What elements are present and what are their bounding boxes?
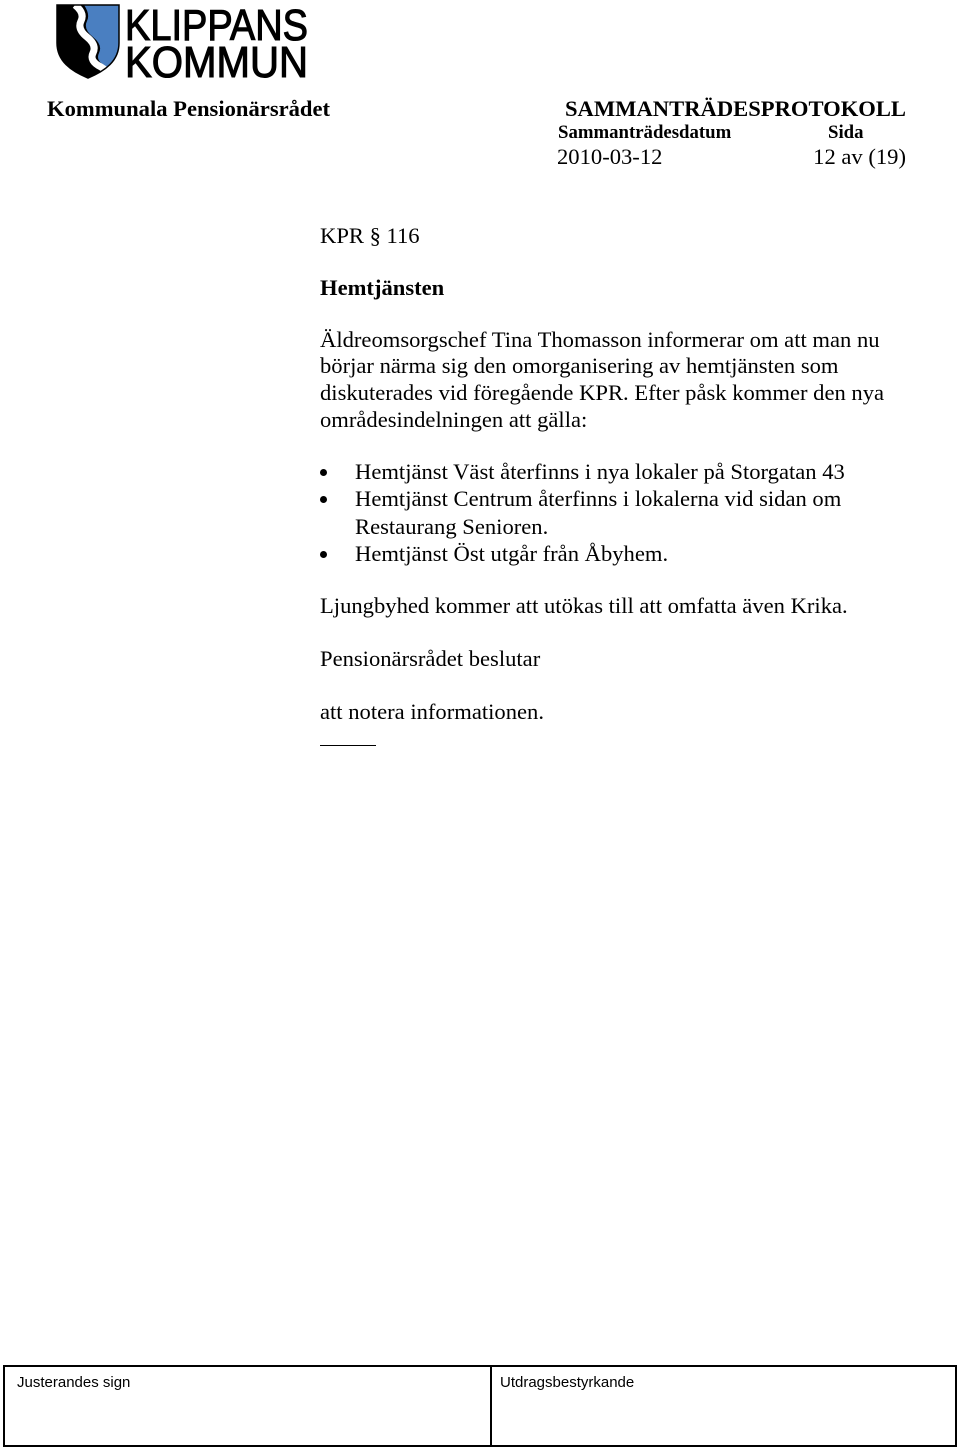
paragraph-line: områdesindelningen att gälla:	[320, 406, 588, 432]
footer-divider	[490, 1367, 492, 1445]
bullet-icon	[320, 551, 327, 558]
adjuster-signature-label: Justerandes sign	[17, 1374, 131, 1391]
decision-heading: Pensionärsrådet beslutar	[320, 646, 541, 671]
end-rule	[320, 745, 376, 746]
bullet-icon	[320, 469, 327, 476]
meeting-date-label: Sammanträdesdatum	[558, 122, 732, 143]
municipality-logo	[55, 1, 311, 87]
document-type: SAMMANTRÄDESPROTOKOLL	[564, 96, 906, 121]
shield-icon	[55, 1, 125, 83]
after-list-paragraph: Ljungbyhed kommer att utökas till att omfatta även Krika.	[320, 593, 848, 618]
decision-text: att notera informationen.	[320, 699, 544, 724]
list-item-line: Hemtjänst Centrum återfinns i lokalerna vid sidan om	[355, 486, 842, 512]
bullet-icon	[320, 496, 327, 503]
section-title: Hemtjänsten	[320, 275, 445, 300]
paragraph-line: Äldreomsorgschef Tina Thomasson informerar om att man nu	[320, 326, 880, 352]
list-item-line: Hemtjänst Öst utgår från Åbyhem.	[355, 541, 669, 567]
section-number: KPR § 116	[320, 223, 420, 248]
paragraph-line: börjar närma sig den omorganisering av hemtjänsten som	[320, 353, 839, 379]
list-item	[320, 458, 845, 485]
paragraph-line: diskuterades vid föregående KPR. Efter påsk kommer den nya	[320, 379, 885, 405]
page-number: 12 av (19)	[813, 144, 906, 169]
intro-paragraph	[320, 327, 884, 434]
bullet-list	[320, 458, 845, 567]
logo-line1: KLIPPANS	[125, 1, 308, 50]
signature-footer	[3, 1365, 957, 1447]
list-item	[320, 485, 845, 540]
list-item	[320, 540, 845, 567]
extract-certification-label: Utdragsbestyrkande	[500, 1374, 635, 1391]
meeting-date: 2010-03-12	[557, 144, 663, 169]
list-item-line: Hemtjänst Väst återfinns i nya lokaler på Storgatan 43	[355, 459, 845, 485]
logo-line2: KOMMUN	[125, 38, 308, 87]
list-item-line: Restaurang Senioren.	[355, 513, 549, 539]
organ-name: Kommunala Pensionärsrådet	[47, 96, 331, 121]
page-label: Sida	[828, 122, 864, 143]
